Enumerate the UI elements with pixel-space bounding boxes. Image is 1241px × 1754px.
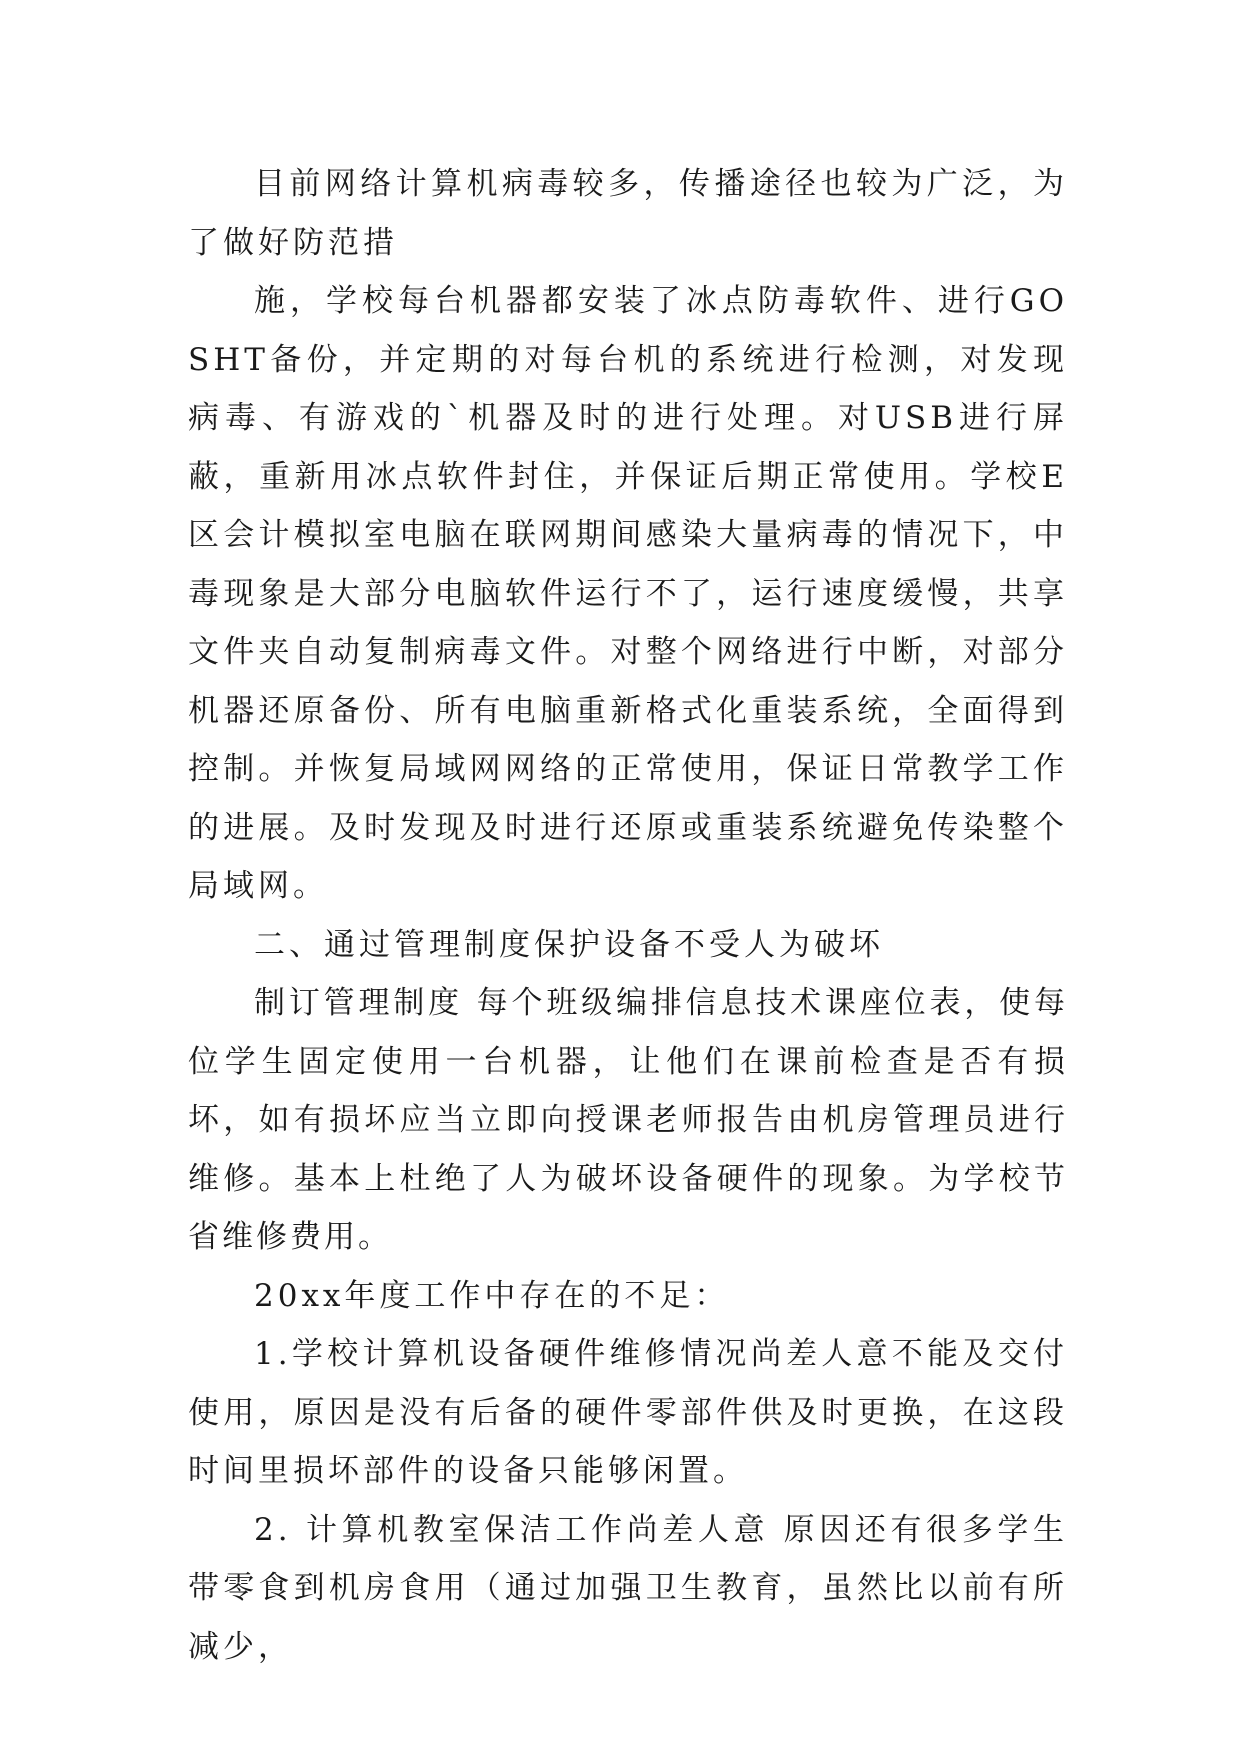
list-item-shortcoming-1: 1.学校计算机设备硬件维修情况尚差人意不能及交付使用，原因是没有后备的硬件零部件供及时更换，在这段时间里损坏部件的设备只能够闲置。 xyxy=(188,1336,1068,1489)
paragraph-virus-measures: 施，学校每台机器都安装了冰点防毒软件、进行GOSHT备份，并定期的对每台机的系统进行检测，对发现病毒、有游戏的`机器及时的进行处理。对USB进行屏蔽，重新用冰点软件封住，并保证后期正常使用。学校E区会计模拟室电脑在联网期间感染大量病毒的情况下，中毒现象是大部分电脑软件运行不了，运行速度缓慢，共享文件夹自动复制病毒文件。对整个网络进行中断，对部分机器还原备份、所有电脑重新格式化重装系统，全面得到控制。并恢复局域网网络的正常使用，保证日常教学工作的进展。及时发现及时进行还原或重装系统避免传染整个局域网。 xyxy=(188,283,1068,904)
paragraph-virus-intro: 目前网络计算机病毒较多，传播途径也较为广泛，为了做好防范措 xyxy=(188,166,1068,261)
document-body xyxy=(188,155,1068,1676)
paragraph-management-rules: 制订管理制度 每个班级编排信息技术课座位表，使每位学生固定使用一台机器，让他们在课前检查是否有损坏，如有损坏应当立即向授课老师报告由机房管理员进行维修。基本上杜绝了人为破坏设备硬件的现象。为学校节省维修费用。 xyxy=(188,985,1068,1255)
section-heading-shortcomings: 20xx年度工作中存在的不足： xyxy=(254,1277,730,1314)
list-item-shortcoming-2: 2. 计算机教室保洁工作尚差人意 原因还有很多学生带零食到机房食用（通过加强卫生教育，虽然比以前有所减少， xyxy=(188,1511,1068,1665)
section-heading-management: 二、通过管理制度保护设备不受人为破坏 xyxy=(254,926,884,963)
